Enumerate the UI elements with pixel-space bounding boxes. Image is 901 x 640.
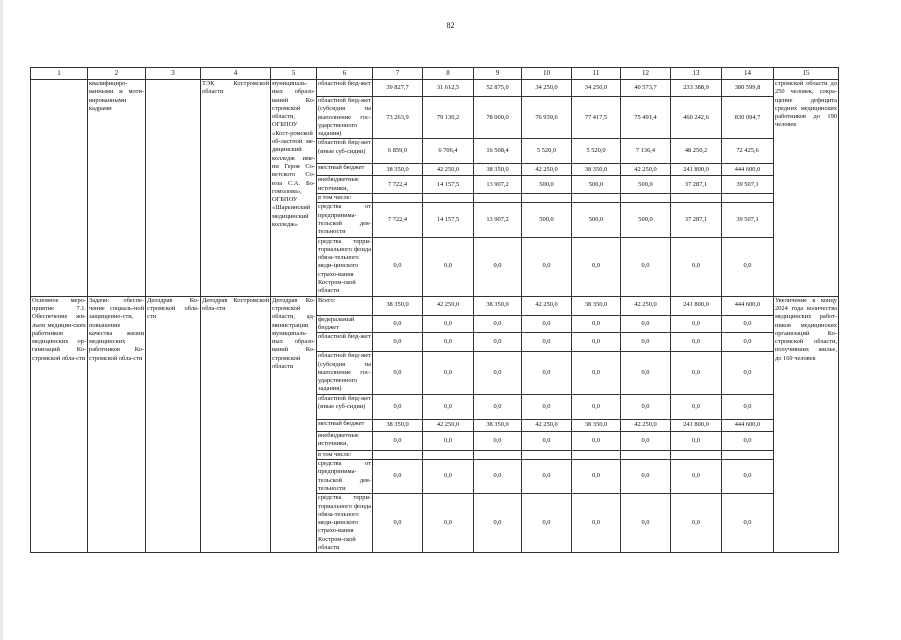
amount-cell: 0,0	[621, 494, 671, 553]
amount-cell: 380 599,8	[722, 80, 774, 97]
amount-cell: 7 136,4	[621, 139, 671, 164]
amount-cell	[474, 450, 522, 459]
header-cell: 14	[722, 68, 774, 80]
amount-cell: 38 350,0	[373, 296, 423, 315]
amount-cell: 0,0	[671, 431, 722, 450]
expected-result-cell: Увеличение к концу 2024 года количества медицинских работ-ников медицинских организаций Ко-стромской области, получивших жилье, до 169 человек	[774, 296, 839, 553]
amount-cell: 0,0	[423, 237, 474, 296]
amount-cell	[522, 450, 572, 459]
amount-cell: 38 350,0	[572, 296, 621, 315]
amount-cell: 39 507,1	[722, 176, 774, 194]
amount-cell: 39 507,1	[722, 203, 774, 237]
amount-cell: 77 417,5	[572, 97, 621, 139]
amount-cell	[671, 450, 722, 459]
amount-cell	[572, 194, 621, 203]
funding-source-label: областной бюд-жет	[317, 333, 373, 352]
amount-cell: 0,0	[671, 394, 722, 419]
amount-cell: 0,0	[522, 352, 572, 394]
amount-cell: 500,0	[621, 176, 671, 194]
funding-source-label: в том числе:	[317, 450, 373, 459]
amount-cell: 42 250,0	[522, 419, 572, 431]
amount-cell: 0,0	[423, 431, 474, 450]
amount-cell: 0,0	[474, 431, 522, 450]
amount-cell: 444 600,0	[722, 419, 774, 431]
amount-cell: 0,0	[621, 352, 671, 394]
amount-cell: 0,0	[373, 460, 423, 494]
amount-cell: 73 263,9	[373, 97, 423, 139]
budget-table	[30, 67, 839, 553]
amount-cell: 14 157,5	[423, 176, 474, 194]
amount-cell: 37 287,1	[671, 203, 722, 237]
amount-cell: 0,0	[423, 352, 474, 394]
funding-source-label: областной бюд-жет (иные суб-сидии)	[317, 394, 373, 419]
amount-cell: 34 250,0	[522, 80, 572, 97]
header-cell: 11	[572, 68, 621, 80]
funding-source-label: Всего:	[317, 296, 373, 315]
amount-cell: 444 600,0	[722, 296, 774, 315]
amount-cell	[474, 194, 522, 203]
coexecutor-cell: Депздрав Костромской обла-сти	[201, 296, 271, 553]
amount-cell: 0,0	[621, 333, 671, 352]
amount-cell: 0,0	[572, 315, 621, 333]
amount-cell: 0,0	[522, 431, 572, 450]
amount-cell: 38 350,0	[474, 296, 522, 315]
amount-cell	[423, 194, 474, 203]
funding-source-label: внебюджетные источники,	[317, 431, 373, 450]
funding-source-label: средства терри-ториального фонда обяза-тельного меди-цинского страхо-вания Костром-ской области	[318, 494, 371, 551]
page-edge	[0, 0, 3, 640]
amount-cell: 42 250,0	[423, 419, 474, 431]
amount-cell: 0,0	[671, 333, 722, 352]
header-cell: 2	[88, 68, 146, 80]
amount-cell: 38 350,0	[373, 419, 423, 431]
amount-cell: 0,0	[373, 333, 423, 352]
amount-cell	[621, 194, 671, 203]
amount-cell: 0,0	[722, 237, 774, 296]
funding-source-label: областной бюд-жет (субсидия на выполнение гос-ударственного задания)	[318, 352, 371, 393]
funding-source-label: средства терри-ториального фонда обяза-тельного меди-цинского страхо-вания Костром-ской области	[318, 237, 371, 295]
amount-cell: 42 250,0	[522, 296, 572, 315]
header-cell: 9	[474, 68, 522, 80]
amount-cell: 38 350,0	[572, 419, 621, 431]
amount-cell: 7 722,4	[373, 203, 423, 237]
amount-cell: 0,0	[373, 237, 423, 296]
amount-cell	[373, 194, 423, 203]
amount-cell: 0,0	[423, 494, 474, 553]
amount-cell: 0,0	[722, 352, 774, 394]
amount-cell: 0,0	[572, 494, 621, 553]
amount-cell: 0,0	[522, 494, 572, 553]
amount-cell: 0,0	[572, 460, 621, 494]
amount-cell: 241 800,0	[671, 419, 722, 431]
amount-cell: 0,0	[621, 237, 671, 296]
header-cell: 10	[522, 68, 572, 80]
amount-cell: 0,0	[671, 315, 722, 333]
amount-cell: 38 350,0	[572, 164, 621, 176]
amount-cell: 0,0	[671, 494, 722, 553]
amount-cell: 0,0	[474, 494, 522, 553]
amount-cell: 0,0	[474, 352, 522, 394]
header-row	[31, 68, 839, 80]
amount-cell: 13 907,2	[474, 203, 522, 237]
amount-cell: 0,0	[572, 237, 621, 296]
amount-cell: 38 350,0	[474, 419, 522, 431]
header-cell: 4	[201, 68, 271, 80]
amount-cell: 241 800,0	[671, 164, 722, 176]
header-cell: 1	[31, 68, 88, 80]
amount-cell	[621, 450, 671, 459]
amount-cell: 0,0	[671, 460, 722, 494]
funding-source-label: средства от предпринима-тельской дея-тельности	[318, 460, 371, 492]
amount-cell: 0,0	[373, 352, 423, 394]
amount-cell: 42 250,0	[522, 164, 572, 176]
amount-cell: 0,0	[474, 315, 522, 333]
amount-cell: 7 722,4	[373, 176, 423, 194]
amount-cell: 500,0	[572, 176, 621, 194]
amount-cell: 0,0	[572, 394, 621, 419]
amount-cell	[423, 450, 474, 459]
activity-name-cell	[31, 80, 88, 297]
amount-cell: 0,0	[621, 394, 671, 419]
amount-cell: 42 250,0	[621, 419, 671, 431]
amount-cell: 75 491,4	[621, 97, 671, 139]
amount-cell: 52 875,0	[474, 80, 522, 97]
table-row	[31, 296, 839, 315]
participant-cell: Депздрав Ко-стромской области, ад-министрации муниципаль-ных образо-ваний Ко-стромской области	[271, 296, 317, 553]
amount-cell: 0,0	[572, 431, 621, 450]
amount-cell	[671, 194, 722, 203]
amount-cell: 0,0	[474, 460, 522, 494]
amount-cell: 830 094,7	[722, 97, 774, 139]
amount-cell: 34 250,0	[572, 80, 621, 97]
amount-cell: 78 000,0	[474, 97, 522, 139]
funding-source-label: средства от предпринима-тельской дея-тельности	[318, 203, 371, 236]
amount-cell: 0,0	[722, 494, 774, 553]
amount-cell: 0,0	[474, 237, 522, 296]
amount-cell: 0,0	[373, 431, 423, 450]
amount-cell: 72 425,6	[722, 139, 774, 164]
funding-source-label: областной бюд-жет (иные суб-сидии)	[317, 139, 373, 164]
amount-cell: 0,0	[522, 333, 572, 352]
amount-cell: 0,0	[373, 394, 423, 419]
header-cell: 8	[423, 68, 474, 80]
amount-cell: 38 350,0	[373, 164, 423, 176]
amount-cell: 0,0	[722, 460, 774, 494]
amount-cell: 0,0	[423, 315, 474, 333]
amount-cell: 0,0	[621, 315, 671, 333]
header-cell: 6	[317, 68, 373, 80]
coexecutor-cell: ТЭК Костромской области	[201, 80, 271, 297]
amount-cell: 40 573,7	[621, 80, 671, 97]
amount-cell: 0,0	[423, 460, 474, 494]
amount-cell: 500,0	[621, 203, 671, 237]
header-cell: 15	[774, 68, 839, 80]
header-cell: 7	[373, 68, 423, 80]
amount-cell: 0,0	[621, 431, 671, 450]
amount-cell: 500,0	[522, 176, 572, 194]
amount-cell: 6 706,4	[423, 139, 474, 164]
funding-source-label: внебюджетные источники,	[317, 176, 373, 194]
amount-cell: 460 242,6	[671, 97, 722, 139]
amount-cell: 38 350,0	[474, 164, 522, 176]
amount-cell: 500,0	[572, 203, 621, 237]
header-cell: 5	[271, 68, 317, 80]
expected-result-cell: стромской области до 250 человек, сокра-щение дефицита средних медицинских работников до 190 человек	[774, 80, 839, 297]
funding-source-label: в том числе:	[317, 194, 373, 203]
amount-cell	[522, 194, 572, 203]
funding-source-label: областной бюд-жет	[317, 80, 373, 97]
amount-cell: 42 250,0	[621, 296, 671, 315]
amount-cell: 241 800,0	[671, 296, 722, 315]
amount-cell: 0,0	[722, 315, 774, 333]
header-cell: 3	[146, 68, 201, 80]
participant-cell: муниципаль-ных образо-ваний Ко-стромской области, ОГБПОУ «Кост-ромской об-ластной ме-дицинский колледж име-ни Героя Со-ветского Со-юза С.А. Бо-гомолова», ОГБПОУ «Шарьинский медицинский колледж»	[271, 80, 317, 297]
amount-cell: 0,0	[671, 352, 722, 394]
amount-cell: 16 508,4	[474, 139, 522, 164]
amount-cell: 0,0	[572, 352, 621, 394]
amount-cell: 42 250,0	[621, 164, 671, 176]
amount-cell: 13 907,2	[474, 176, 522, 194]
amount-cell: 6 859,0	[373, 139, 423, 164]
responsible-cell	[146, 80, 201, 297]
task-cell: квалифициро-ванными и моти-вированными кадрами	[88, 80, 146, 297]
amount-cell	[722, 450, 774, 459]
amount-cell: 5 520,0	[572, 139, 621, 164]
amount-cell: 79 130,2	[423, 97, 474, 139]
amount-cell: 0,0	[373, 315, 423, 333]
amount-cell: 42 250,0	[423, 296, 474, 315]
amount-cell: 0,0	[474, 333, 522, 352]
amount-cell: 76 939,6	[522, 97, 572, 139]
amount-cell	[373, 450, 423, 459]
amount-cell: 0,0	[722, 394, 774, 419]
amount-cell: 0,0	[722, 333, 774, 352]
table-row	[31, 80, 839, 97]
amount-cell: 0,0	[671, 237, 722, 296]
task-cell: Задачи: обеспе-чение социаль-ной защищенно-сти, повышение качества жизни медицинских работников Ко-стромской обла-сти	[88, 296, 146, 553]
activity-name-cell: Основное меро-приятие 7.1. Обеспечение жи-льем медицин-ских работников медицинских ор-ганизаций Ко-стромской обла-сти	[31, 296, 88, 553]
amount-cell: 48 250,2	[671, 139, 722, 164]
amount-cell: 37 287,1	[671, 176, 722, 194]
amount-cell: 5 520,0	[522, 139, 572, 164]
funding-source-label: федеральный бюджет	[317, 315, 373, 333]
amount-cell: 0,0	[423, 333, 474, 352]
header-cell: 12	[621, 68, 671, 80]
funding-source-label: местный бюджет	[317, 419, 373, 431]
amount-cell: 42 250,0	[423, 164, 474, 176]
amount-cell: 0,0	[522, 237, 572, 296]
amount-cell: 0,0	[522, 460, 572, 494]
page-number: 82	[446, 21, 455, 30]
amount-cell: 0,0	[373, 494, 423, 553]
funding-source-label: местный бюджет	[317, 164, 373, 176]
amount-cell: 0,0	[621, 460, 671, 494]
amount-cell	[572, 450, 621, 459]
amount-cell: 500,0	[522, 203, 572, 237]
amount-cell: 0,0	[722, 431, 774, 450]
amount-cell: 14 157,5	[423, 203, 474, 237]
amount-cell: 0,0	[423, 394, 474, 419]
amount-cell: 0,0	[522, 394, 572, 419]
amount-cell	[722, 194, 774, 203]
amount-cell: 0,0	[572, 333, 621, 352]
amount-cell: 0,0	[474, 394, 522, 419]
amount-cell: 39 827,7	[373, 80, 423, 97]
amount-cell: 31 612,5	[423, 80, 474, 97]
header-cell: 13	[671, 68, 722, 80]
responsible-cell: Депздрав Ко-стромской обла-сти	[146, 296, 201, 553]
amount-cell: 0,0	[522, 315, 572, 333]
amount-cell: 444 600,0	[722, 164, 774, 176]
funding-source-label: областной бюд-жет (субсидия на выполнение гос-ударственного задания)	[318, 97, 371, 138]
amount-cell: 233 388,9	[671, 80, 722, 97]
